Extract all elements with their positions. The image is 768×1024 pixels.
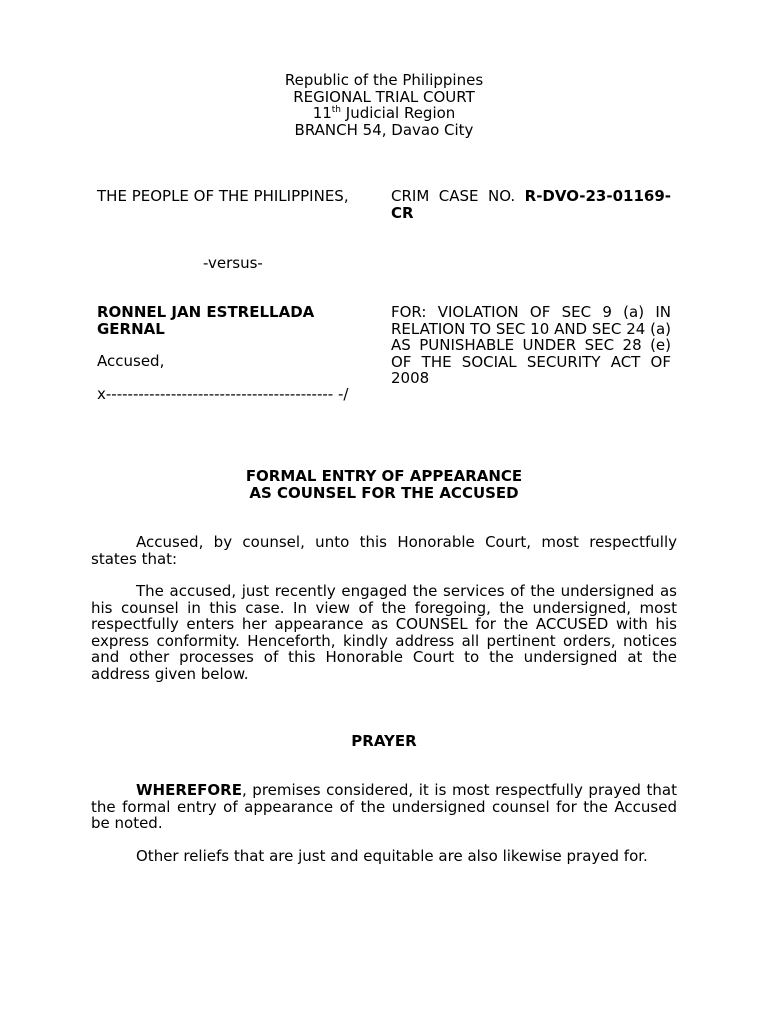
accused-label: Accused, xyxy=(97,352,165,370)
header-region-text: Judicial Region xyxy=(341,104,456,122)
case-number-block xyxy=(391,188,671,221)
wherefore-word: WHEREFORE xyxy=(136,781,242,799)
header-region-number: 11 xyxy=(312,104,332,122)
offense-description: FOR: VIOLATION OF SEC 9 (a) IN RELATION TO SEC 10 AND SEC 24 (a) AS PUNISHABLE UNDER SEC 28 (e) OF THE SOCIAL SECURITY ACT OF 2008 xyxy=(391,303,671,387)
accused-name: RONNEL JAN ESTRELLADA GERNAL xyxy=(97,303,315,338)
paragraph-intro: Accused, by counsel, unto this Honorable Court, most respectfully states that: xyxy=(91,533,677,568)
header-branch: BRANCH 54, Davao City xyxy=(294,120,474,139)
header-region-suffix: th xyxy=(331,105,342,115)
title-line-1: FORMAL ENTRY OF APPEARANCE xyxy=(245,467,523,485)
case-label: CRIM CASE NO. xyxy=(391,187,525,205)
title-line-2: AS COUNSEL FOR THE ACCUSED xyxy=(249,483,519,502)
paragraph-other-reliefs: Other reliefs that are just and equitable are also likewise prayed for. xyxy=(136,847,648,865)
paragraph-appearance: The accused, just recently engaged the services of the undersigned as his counsel in this case. In view of the foregoing, the undersigned, most respectfully enters her appearance as COUNSEL for the ACCUSED with his express conformity. Henceforth, kindly address all pertinent orders, notices and other processes of this Honorable Court to the undersigned at the address given below. xyxy=(91,582,677,683)
document-title xyxy=(0,468,768,501)
case-number: R-DVO-23-01169-CR xyxy=(391,187,671,222)
header-republic: Republic of the Philippines xyxy=(284,71,484,89)
header-region xyxy=(0,105,768,122)
versus-label: -versus- xyxy=(203,254,263,272)
court-header xyxy=(0,72,768,138)
caption-divider: x------------------------------------------ -/ xyxy=(97,385,349,403)
wherefore-text: , premises considered, it is most respectfully prayed that the formal entry of appearance of the undersigned counsel for the Accused be noted. xyxy=(91,781,677,832)
plaintiff-name: THE PEOPLE OF THE PHILIPPINES, xyxy=(97,187,349,205)
prayer-heading: PRAYER xyxy=(351,732,417,750)
header-court: REGIONAL TRIAL COURT xyxy=(293,87,475,106)
paragraph-wherefore xyxy=(91,782,677,832)
